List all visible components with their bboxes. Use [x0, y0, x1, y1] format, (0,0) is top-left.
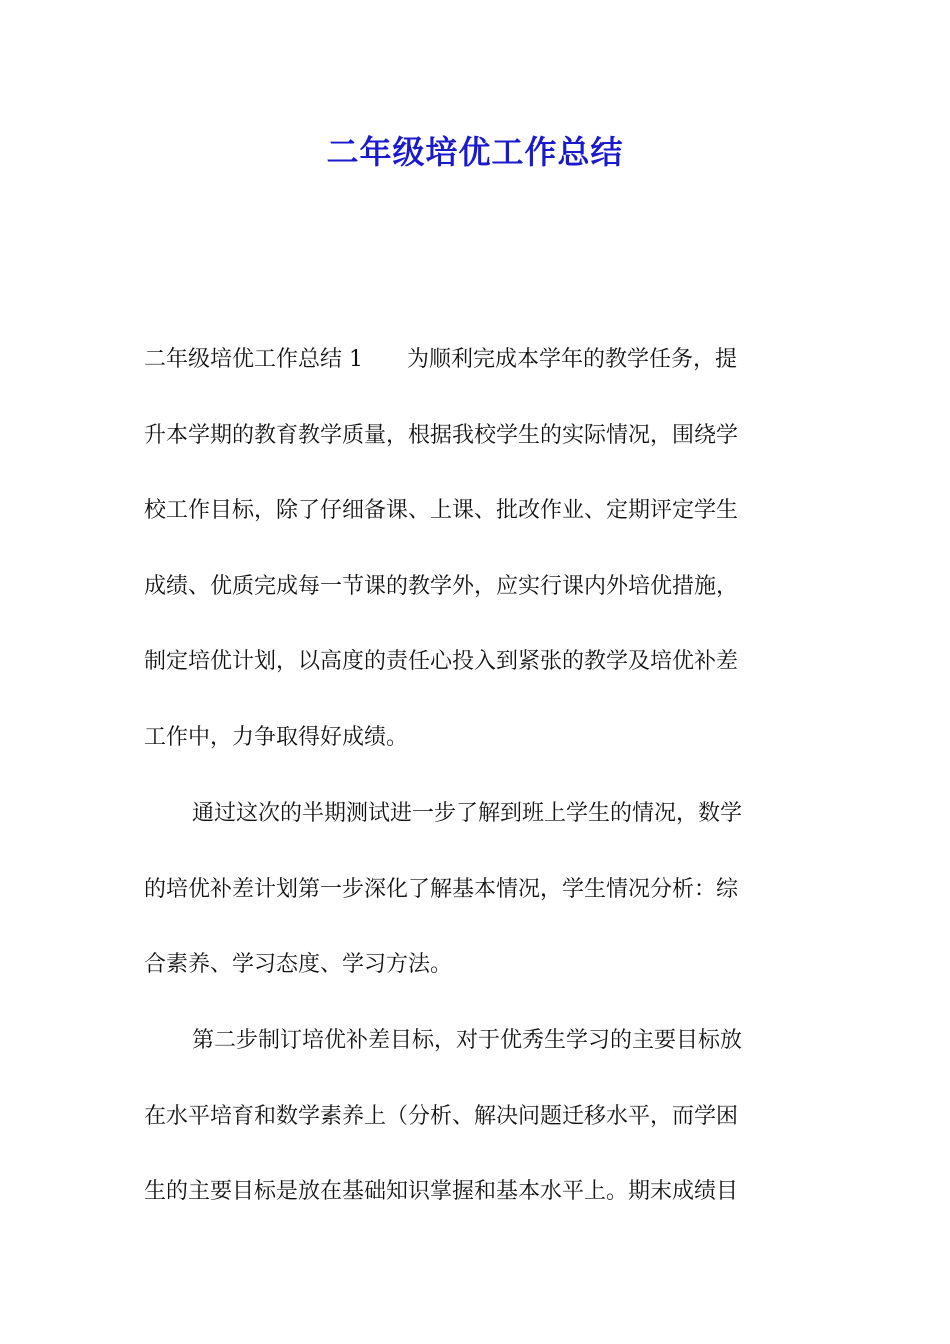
paragraph-1 — [144, 322, 806, 776]
paragraph-line: 的培优补差计划第一步深化了解基本情况，学生情况分析：综 — [144, 876, 739, 902]
paragraph-line: 生的主要目标是放在基础知识掌握和基本水平上。期末成绩目 — [144, 1179, 739, 1205]
paragraph-3 — [144, 1003, 806, 1230]
paragraph-line: 升本学期的教育教学质量，根据我校学生的实际情况，围绕学 — [144, 422, 739, 448]
paragraph-line: 校工作目标，除了仔细备课、上课、批改作业、定期评定学生 — [144, 498, 739, 524]
paragraph-line: 合素养、学习态度、学习方法。 — [144, 952, 453, 978]
paragraph-line: 工作中，力争取得好成绩。 — [144, 724, 409, 750]
document-title: 二年级培优工作总结 — [326, 133, 624, 171]
paragraph-line: 通过这次的半期测试进一步了解到班上学生的情况，数学 — [192, 801, 743, 826]
paragraph-line: 二年级培优工作总结 1 为顺利完成本学年的教学任务，提 — [144, 347, 737, 372]
paragraph-line: 成绩、优质完成每一节课的教学外，应实行课内外培优措施， — [144, 573, 739, 599]
paragraph-line: 在水平培育和数学素养上（分析、解决问题迁移水平，而学困 — [144, 1103, 739, 1129]
paragraph-2 — [144, 776, 806, 1003]
paragraph-line: 第二步制订培优补差目标，对于优秀生学习的主要目标放 — [192, 1028, 743, 1053]
paragraph-line: 制定培优计划，以高度的责任心投入到紧张的教学及培优补差 — [144, 649, 739, 675]
